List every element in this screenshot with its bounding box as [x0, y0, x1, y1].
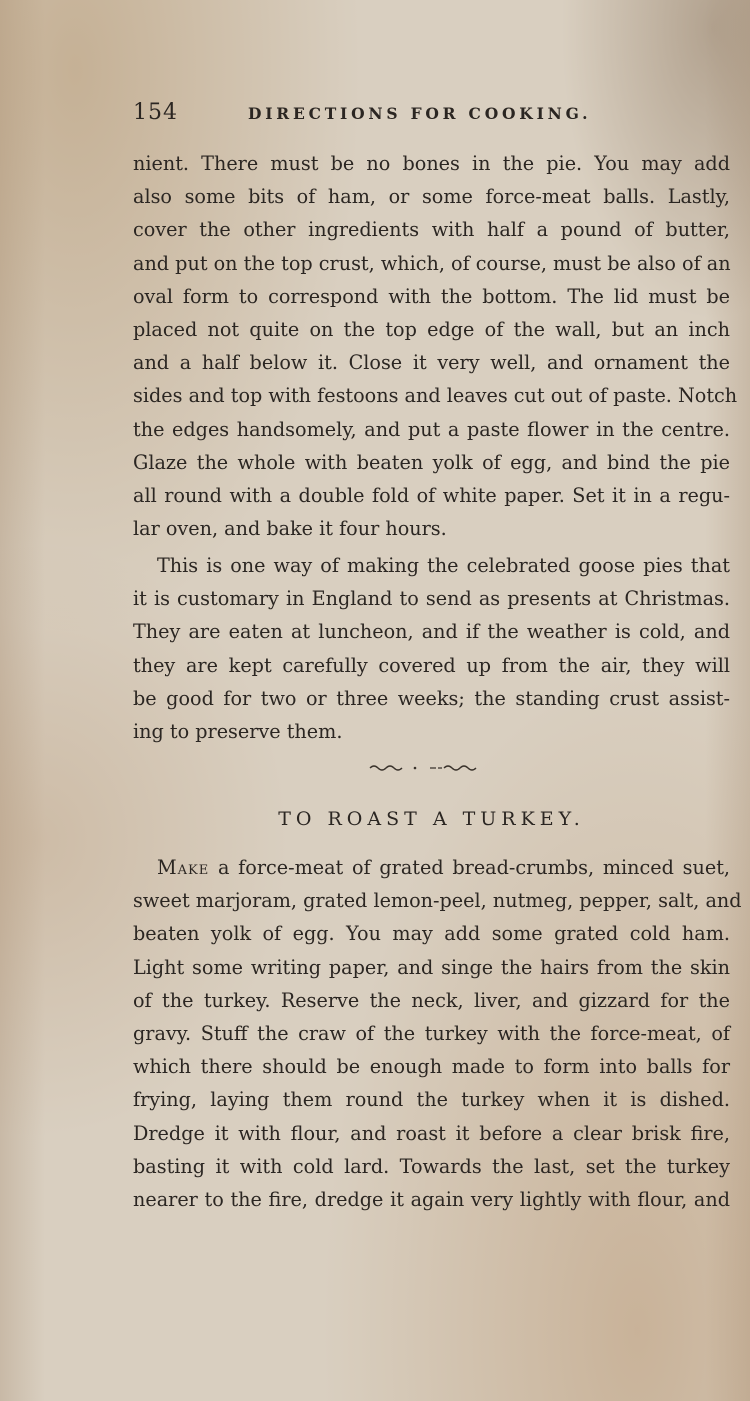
text-line: Light some writing paper, and singe the hairs from the skin — [133, 955, 730, 979]
text-line: Glaze the whole with beaten yolk of egg, and bind the pie — [133, 450, 730, 474]
section-title: TO ROAST A TURKEY. — [278, 808, 585, 830]
text-line: cover the other ingredients with half a pound of butter, — [133, 218, 730, 242]
text-line — [133, 851, 730, 884]
text-line: which there should be enough made to form into balls for — [133, 1055, 730, 1079]
section-divider-ornament — [330, 760, 500, 776]
text-line: and put on the top crust, which, of course, must be also of an — [133, 251, 731, 275]
paragraph-roast-turkey — [133, 851, 742, 1216]
text-line: sides and top with festoons and leaves cut out of paste. Notch — [133, 384, 738, 408]
text-fragment: a force-meat of grated bread-crumbs, minced suet, — [209, 856, 730, 879]
text-line: frying, laying them round the turkey when it is dished. — [133, 1088, 730, 1112]
text-line: placed not quite on the top edge of the wall, but an inch — [133, 318, 730, 342]
text-line: They are eaten at luncheon, and if the weather is cold, and — [133, 620, 730, 644]
text-line: it is customary in England to send as presents at Christmas. — [133, 587, 730, 611]
paragraph-goose-pie-note — [133, 549, 730, 748]
text-line: basting it with cold lard. Towards the last, set the turkey — [133, 1154, 730, 1178]
page-number: 154 — [133, 100, 178, 125]
running-title: DIRECTIONS FOR COOKING. — [248, 104, 592, 123]
text-line: nearer to the fire, dredge it again very lightly with flour, and — [133, 1188, 730, 1212]
drop-word: Make — [157, 856, 210, 879]
text-line: sweet marjoram, grated lemon-peel, nutmeg, pepper, salt, and — [133, 889, 742, 913]
text-line: be good for two or three weeks; the standing crust assist- — [133, 686, 730, 710]
page-header — [133, 100, 733, 125]
text-line: nient. There must be no bones in the pie. You may add — [133, 152, 730, 175]
text-line: oval form to correspond with the bottom. The lid must be — [133, 284, 730, 308]
text-line: the edges handsomely, and put a paste flower in the centre. — [133, 417, 730, 441]
text-line: gravy. Stuff the craw of the turkey with the force-meat, of — [133, 1022, 730, 1046]
text-line: This is one way of making the celebrated goose pies that — [157, 554, 730, 577]
text-line: beaten yolk of egg. You may add some grated cold ham. — [133, 922, 730, 946]
text-line: they are kept carefully covered up from the air, they will — [133, 653, 730, 677]
text-line: ing to preserve them. — [133, 720, 343, 744]
text-line: all round with a double fold of white paper. Set it in a regu- — [133, 484, 730, 508]
text-line: also some bits of ham, or some force-meat balls. Lastly, — [133, 185, 730, 209]
text-line: of the turkey. Reserve the neck, liver, and gizzard for the — [133, 988, 730, 1012]
text-line: lar oven, and bake it four hours. — [133, 517, 447, 541]
text-line: and a half below it. Close it very well, and ornament the — [133, 351, 730, 375]
paragraph-goose-pie-end — [133, 147, 738, 545]
text-line: Dredge it with flour, and roast it before a clear brisk fire, — [133, 1121, 730, 1145]
